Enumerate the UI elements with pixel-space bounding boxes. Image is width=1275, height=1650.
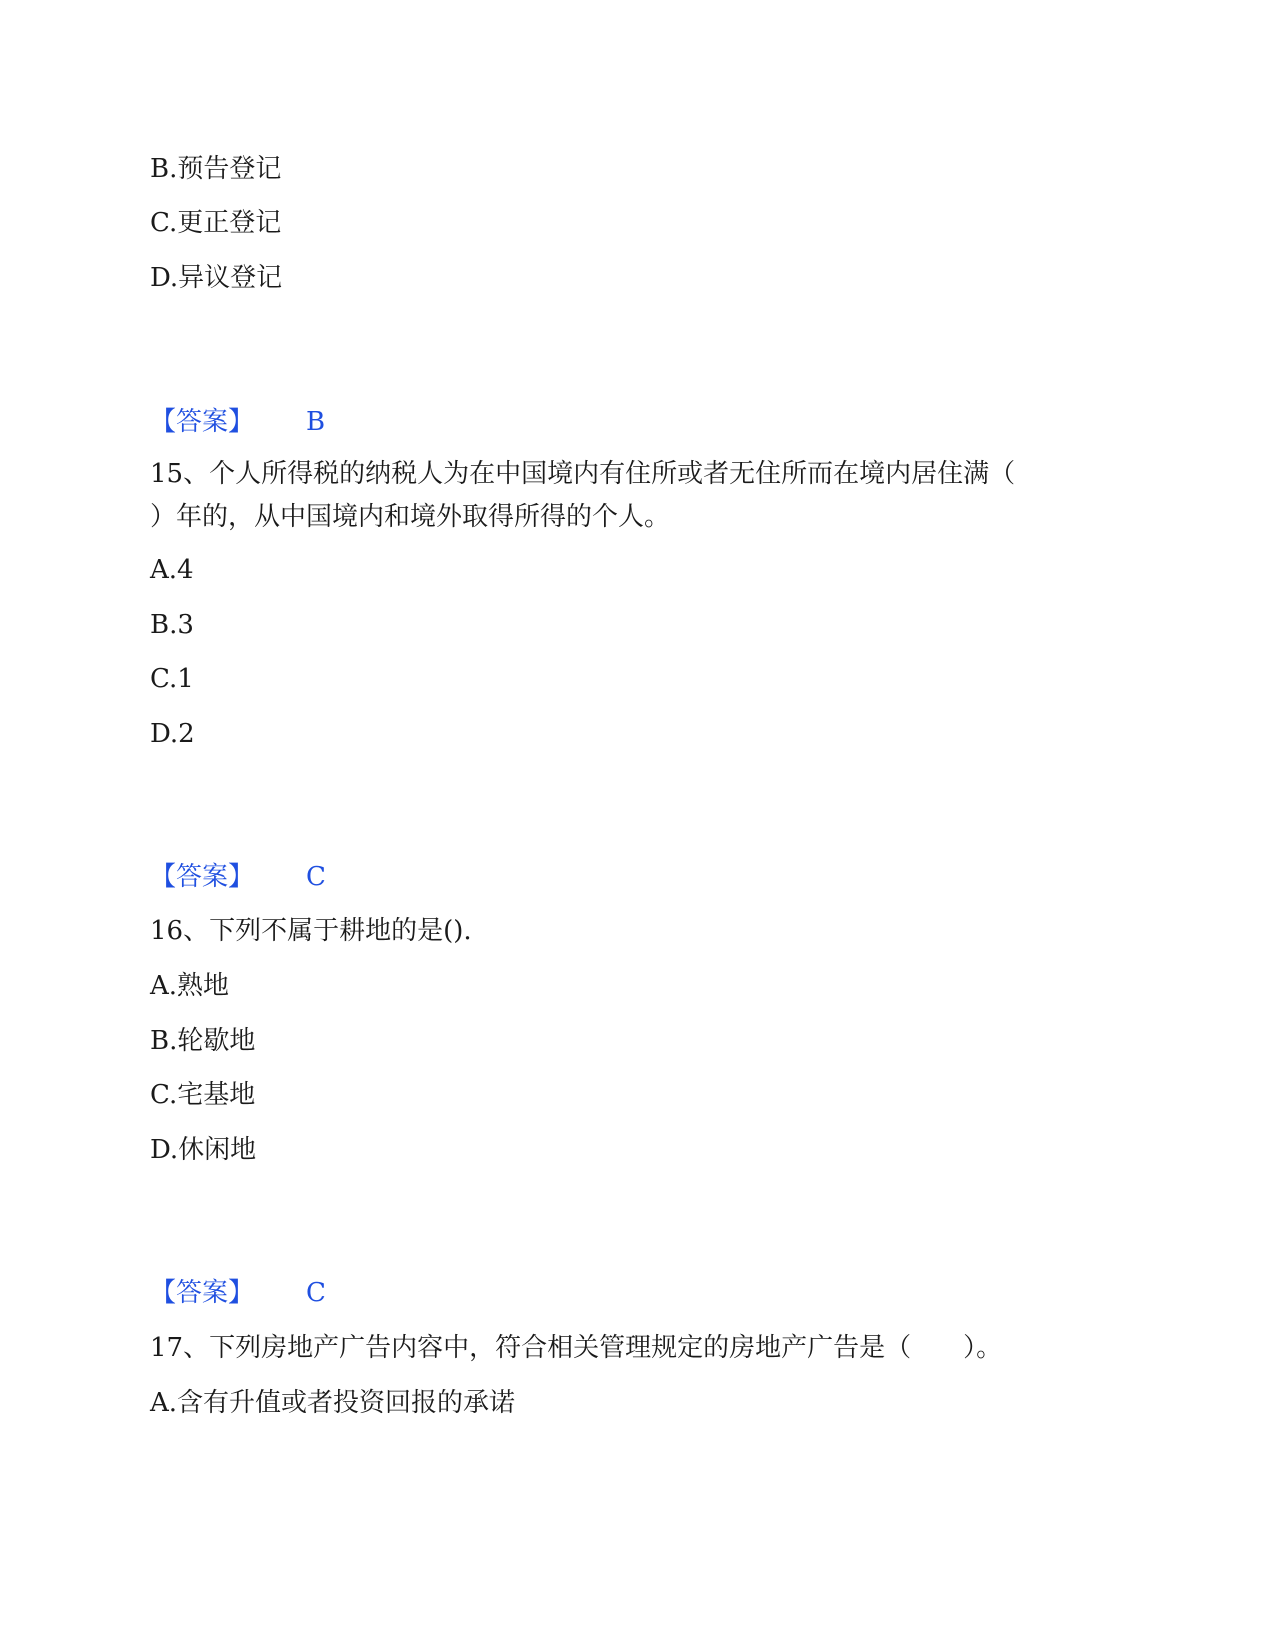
option-c: C.1 <box>150 664 194 694</box>
option-a: A.熟地 <box>150 971 230 1001</box>
answer-value: B <box>306 407 326 437</box>
option-a: A.4 <box>150 555 194 585</box>
question-text-line-2: ）年的，从中国境内和境外取得所得的个人。 <box>150 502 671 532</box>
question-text: 17、下列房地产广告内容中，符合相关管理规定的房地产广告是（ ）。 <box>150 1333 1003 1363</box>
answer-label: 【答案】 <box>150 407 255 437</box>
answer-label: 【答案】 <box>150 1278 255 1308</box>
answer-line <box>150 860 326 894</box>
answer-label: 【答案】 <box>150 862 255 892</box>
question-text: 16、下列不属于耕地的是(). <box>150 916 472 946</box>
answer-value: C <box>306 1278 326 1308</box>
option-c: C.宅基地 <box>150 1080 256 1110</box>
answer-line <box>150 1276 326 1310</box>
question-text-line-1: 15、个人所得税的纳税人为在中国境内有住所或者无住所而在境内居住满（ <box>150 459 1016 489</box>
option-a: A.含有升值或者投资回报的承诺 <box>150 1388 516 1418</box>
option-c: C.更正登记 <box>150 208 282 238</box>
option-b: B.预告登记 <box>150 154 282 184</box>
option-b: B.轮歇地 <box>150 1026 256 1056</box>
answer-line <box>150 405 325 439</box>
option-b: B.3 <box>150 610 194 640</box>
option-d: D.2 <box>150 719 195 749</box>
option-d: D.异议登记 <box>150 263 283 293</box>
option-d: D.休闲地 <box>150 1135 257 1165</box>
answer-value: C <box>306 862 326 892</box>
